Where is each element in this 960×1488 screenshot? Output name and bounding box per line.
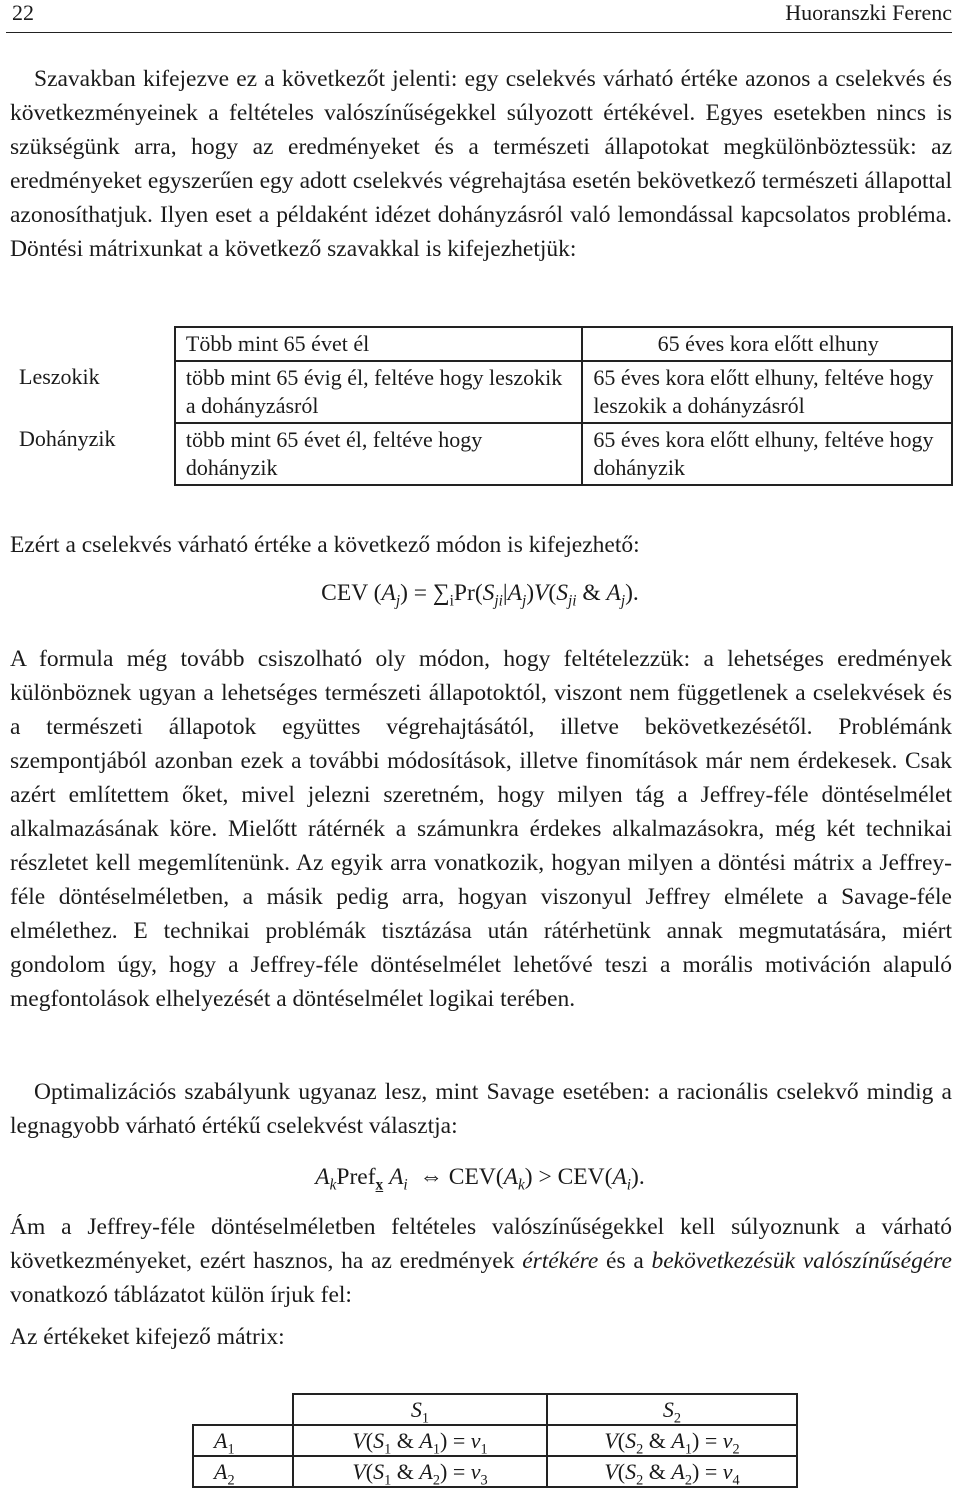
paragraph-4: Optimalizációs szabályunk ugyanaz lesz, mint Savage esetében: a racionális cselekvő mindig a legnagyobb várható értékű cselekvést választja:: [10, 1079, 952, 1139]
decision-matrix-corner: [9, 327, 175, 361]
decision-matrix-header-row: [9, 327, 952, 361]
value-matrix-cell: $V(S_1$ & $A_1) = v_1$: [293, 1425, 547, 1456]
decision-matrix-cell: több mint 65 évig él, feltéve hogy leszokik a dohányzásról: [175, 361, 583, 423]
value-matrix-col-s2: $S_2$: [547, 1394, 797, 1425]
value-matrix: [192, 1393, 798, 1488]
value-matrix-cell: $V(S_1$ & $A_2) = v_3$: [293, 1456, 547, 1487]
decision-matrix-row-label: Dohányzik: [19, 426, 116, 451]
decision-matrix-col-2: 65 éves kora előtt elhuny: [582, 327, 952, 361]
decision-matrix-cell: 65 éves kora előtt elhuny, feltéve hogy dohányzik: [582, 423, 952, 485]
paragraph-3: A formula még tovább csiszolható oly módon, hogy feltételezzük: a lehetséges eredmények különböznek ugyan a lehetséges természeti állapotoktól, viszont nem függetlenek a cselekvések és a természeti állapotok együttes végrehajtásától, illetve bekövetkezésétől. Problémánk szempontjából azonban ezek a további módosítások, illetve finomítások már nem érdekesek. Csak azért említettem őket, mivel jelezni szeretném, hogy milyen tág a Jeffrey-féle döntéselmélet alkalmazásának köre. Mielőtt rátérnék a számunkra érdekes alkalmazásokra, még két technikai részletet kell megemlítenünk. Az egyik arra vonatkozik, hogyan milyen a döntési mátrix a Jeffrey-féle döntéselméletben, a másik pedig arra, hogyan viszonyul Jeffrey elmélete a Savage-féle elmélethez. E technikai problémák tisztázása után rátérhetünk annak megmutatására, miért gondolom úgy, hogy a Jeffrey-féle döntéselmélet lehetővé teszi a morális motiváción alapuló megfontolások elhelyezését a döntéselmélet logikai terében.: [10, 646, 952, 1012]
value-matrix-col-s1: $S_1$: [293, 1394, 547, 1425]
value-matrix-row-label: $A_2$: [193, 1456, 293, 1487]
author-name: Huoranszki Ferenc: [785, 0, 952, 25]
decision-matrix-row-label: Leszokik: [19, 364, 100, 389]
value-matrix-corner: [193, 1394, 293, 1425]
value-matrix-row: [193, 1456, 797, 1487]
iff-symbol: ⇔: [419, 1164, 443, 1190]
paragraph-5: Ám a Jeffrey-féle döntéselméletben feltételes valószínűségekkel kell súlyoznunk a várható következményeket, ezért hasznos, ha az eredmények értékére és a bekövetkezésük valószínűségére vonatkozó táblázatot külön írjuk fel:: [10, 1214, 952, 1308]
paragraph-2: Ezért a cselekvés várható értéke a következő módon is kifejezhető:: [10, 532, 640, 558]
page-header: [6, 0, 952, 33]
decision-matrix-row: [9, 361, 952, 423]
decision-matrix-col-1: Több mint 65 évet él: [175, 327, 583, 361]
decision-matrix: [9, 326, 953, 486]
paragraph-6: Az értékeket kifejező mátrix:: [10, 1324, 285, 1350]
value-matrix-cell: $V(S_2$ & $A_1) = v_2$: [547, 1425, 797, 1456]
preference-formula: $A_kPref_x$ $A_i$ ⇔ $CEV(A_k) > CEV(A_i)$.: [315, 1164, 645, 1194]
decision-matrix-cell: 65 éves kora előtt elhuny, feltéve hogy leszokik a dohányzásról: [582, 361, 952, 423]
value-matrix-header-row: [193, 1394, 797, 1425]
value-matrix-row: [193, 1425, 797, 1456]
value-matrix-row-label: $A_1$: [193, 1425, 293, 1456]
paragraph-1: Szavakban kifejezve ez a következőt jelenti: egy cselekvés várható értéke azonos a cselekvés és következményeinek a feltételes valószínűségekkel súlyozott értékével. Egyes esetekben nincs is szükségünk arra, hogy az eredményeket és a természeti állapotokat megkülönböztessük: az eredményeket egyszerűen egy adott cselekvés végrehajtása esetén bekövetkező természeti állapottal azonosíthatjuk. Ilyen eset a példaként idézet dohányzásról való lemondással kapcsolatos probléma. Döntési mátrixunkat a következő szavakkal is kifejezhetjük:: [10, 66, 952, 262]
value-matrix-cell: $V(S_2$ & $A_2) = v_4$: [547, 1456, 797, 1487]
cev-formula: CEV $(A_j) = \sum_iPr(S_{ji}|A_j)V(S_{ji}$ & $A_j$).: [321, 580, 639, 610]
decision-matrix-row: [9, 423, 952, 485]
decision-matrix-cell: több mint 65 évet él, feltéve hogy dohányzik: [175, 423, 583, 485]
page-number: 22: [12, 0, 34, 25]
